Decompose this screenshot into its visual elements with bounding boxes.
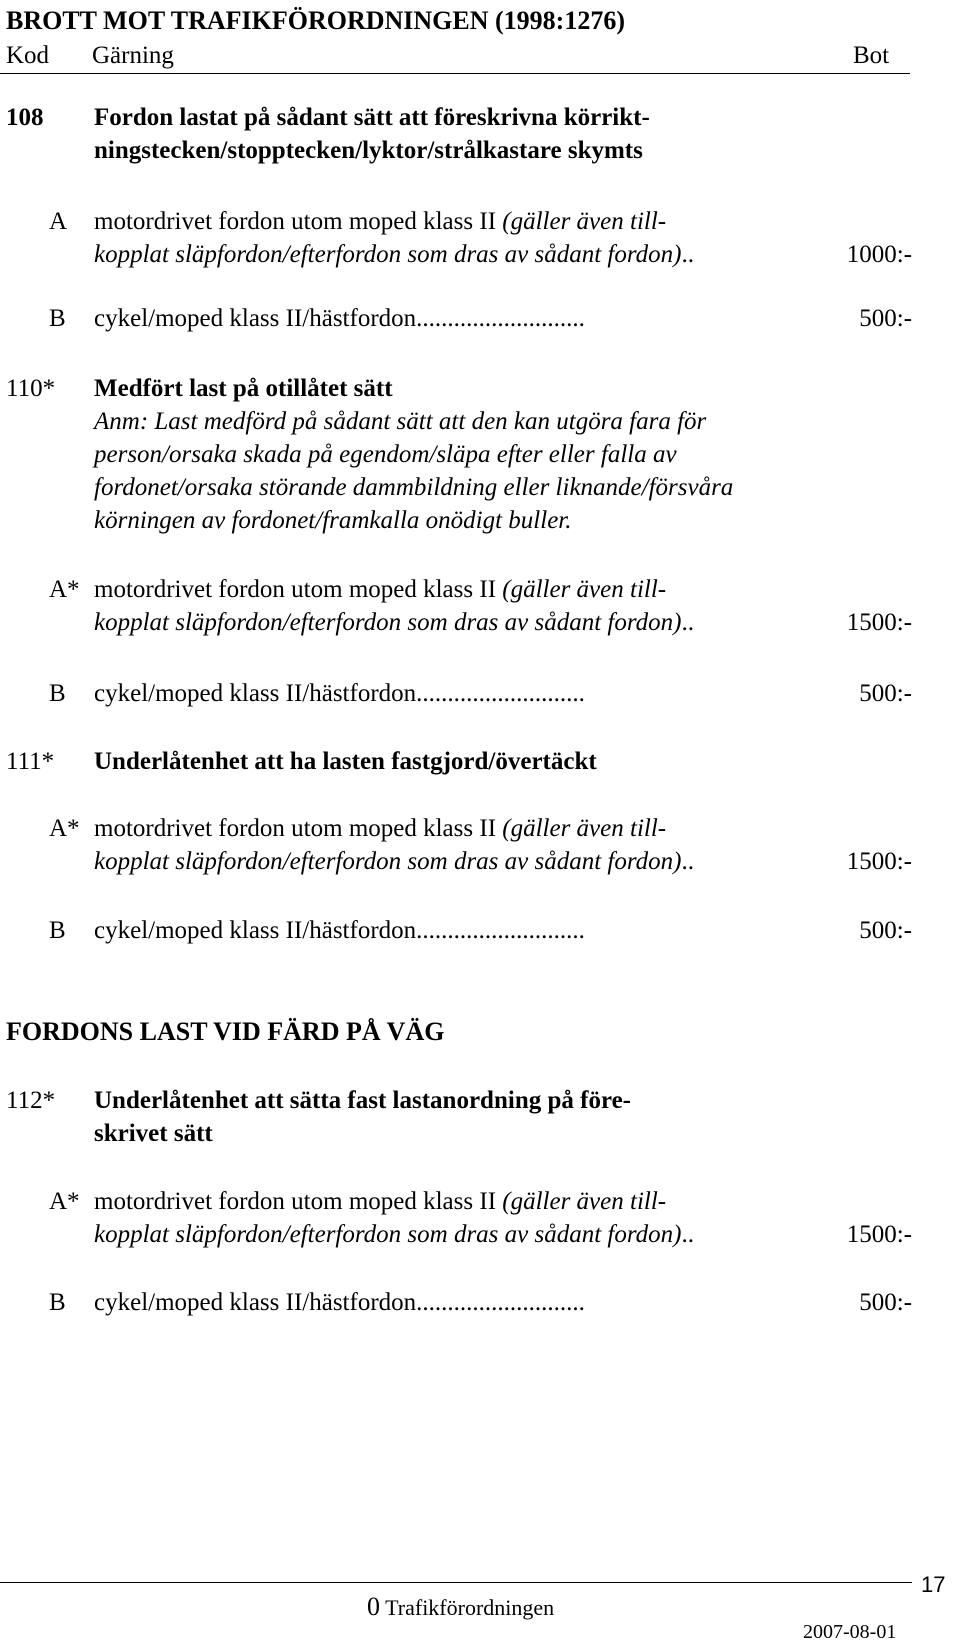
- item-line1-italic: (gäller även till-: [502, 208, 667, 235]
- item-amount: 500:-: [859, 680, 912, 707]
- item-line1-italic: (gäller även till-: [502, 576, 667, 603]
- item-line1-text: motordrivet fordon utom moped klass II: [94, 208, 503, 235]
- item-line1-text: motordrivet fordon utom moped klass II: [94, 815, 503, 842]
- item-line1: [94, 1185, 666, 1219]
- footer-rule: [0, 1582, 912, 1583]
- item-amount: 500:-: [859, 917, 912, 944]
- footer-text: Trafikförordningen: [385, 1595, 555, 1620]
- entry-note-line: fordonet/orsaka störande dammbildning eller liknande/försvåra: [94, 474, 734, 501]
- item-line1: [94, 573, 666, 607]
- item-sub-code: A*: [49, 815, 80, 842]
- entry-title-line: Fordon lastat på sådant sätt att föreskrivna körrikt-: [94, 104, 650, 131]
- entry-code: 111*: [6, 748, 55, 775]
- item-sub-code: B: [49, 1289, 66, 1316]
- item-line1-italic: (gäller även till-: [502, 1188, 667, 1215]
- item-amount: 1000:-: [846, 241, 912, 268]
- item-line2-tail: ..: [681, 241, 694, 268]
- entry-title-line: ningstecken/stopptecken/lyktor/strålkastare skymts: [94, 137, 643, 164]
- item-amount: 500:-: [859, 305, 912, 332]
- item-line1-italic: (gäller även till-: [502, 815, 667, 842]
- entry-title-line: Underlåtenhet att ha lasten fastgjord/övertäckt: [94, 748, 597, 775]
- item-line2-tail: ..: [681, 1221, 694, 1248]
- item-text-label: cykel/moped klass II/hästfordon: [94, 1289, 417, 1316]
- footer-label: [367, 1590, 554, 1625]
- item-line2-italic: kopplat släpfordon/efterfordon som dras av sådant fordon): [94, 848, 682, 875]
- item-line2-tail: ..: [681, 848, 694, 875]
- section-heading: FORDONS LAST VID FÄRD PÅ VÄG: [6, 1017, 445, 1046]
- item-dot-leader: ...........................: [416, 305, 585, 332]
- item-amount: 1500:-: [846, 848, 912, 875]
- item-sub-code: B: [49, 680, 66, 707]
- column-header-kod: Kod: [6, 42, 50, 69]
- entry-note-line: Anm: Last medförd på sådant sätt att den kan utgöra fara för: [94, 408, 707, 435]
- item-line1-text: motordrivet fordon utom moped klass II: [94, 576, 503, 603]
- item-line2: [94, 238, 694, 272]
- page-title: BROTT MOT TRAFIKFÖRORDNINGEN (1998:1276): [6, 6, 625, 35]
- item-line2-italic: kopplat släpfordon/efterfordon som dras av sådant fordon): [94, 241, 682, 268]
- item-sub-code: A*: [49, 576, 80, 603]
- entry-note-line: person/orsaka skada på egendom/släpa efter eller falla av: [94, 441, 677, 468]
- item-line2-italic: kopplat släpfordon/efterfordon som dras av sådant fordon): [94, 609, 682, 636]
- page-number: 17: [921, 1572, 946, 1597]
- item-sub-code: B: [49, 917, 66, 944]
- item-line2: [94, 1218, 694, 1252]
- item-line1-text: motordrivet fordon utom moped klass II: [94, 1188, 503, 1215]
- entry-title-line: Underlåtenhet att sätta fast lastanordning på före-: [94, 1087, 632, 1114]
- item-text: [94, 1286, 585, 1320]
- column-header-garning: Gärning: [92, 42, 174, 69]
- item-line1: [94, 812, 666, 846]
- column-header-bot: Bot: [853, 42, 890, 69]
- entry-note-line: körningen av fordonet/framkalla onödigt buller.: [94, 507, 572, 534]
- item-dot-leader: ...........................: [416, 1289, 585, 1316]
- entry-title-line: Medfört last på otillåtet sätt: [94, 375, 393, 402]
- item-line2: [94, 606, 694, 640]
- item-text: [94, 302, 585, 336]
- entry-title-line: skrivet sätt: [94, 1120, 213, 1147]
- item-text-label: cykel/moped klass II/hästfordon: [94, 680, 417, 707]
- item-amount: 1500:-: [846, 609, 912, 636]
- item-text: [94, 677, 585, 711]
- entry-code: 108: [6, 104, 44, 131]
- entry-code: 112*: [6, 1087, 56, 1114]
- item-text-label: cykel/moped klass II/hästfordon: [94, 305, 417, 332]
- item-sub-code: A: [49, 208, 68, 235]
- item-text: [94, 914, 585, 948]
- item-sub-code: A*: [49, 1188, 80, 1215]
- item-dot-leader: ...........................: [416, 917, 585, 944]
- item-line2-italic: kopplat släpfordon/efterfordon som dras av sådant fordon): [94, 1221, 682, 1248]
- item-line2: [94, 845, 694, 879]
- footer-date: 2007-08-01: [803, 1621, 897, 1643]
- item-sub-code: B: [49, 305, 66, 332]
- item-amount: 500:-: [859, 1289, 912, 1316]
- item-text-label: cykel/moped klass II/hästfordon: [94, 917, 417, 944]
- entry-code: 110*: [6, 375, 56, 402]
- item-amount: 1500:-: [846, 1221, 912, 1248]
- item-line1: [94, 205, 666, 239]
- item-line2-tail: ..: [681, 609, 694, 636]
- footer-zero: 0: [367, 1592, 380, 1621]
- item-dot-leader: ...........................: [416, 680, 585, 707]
